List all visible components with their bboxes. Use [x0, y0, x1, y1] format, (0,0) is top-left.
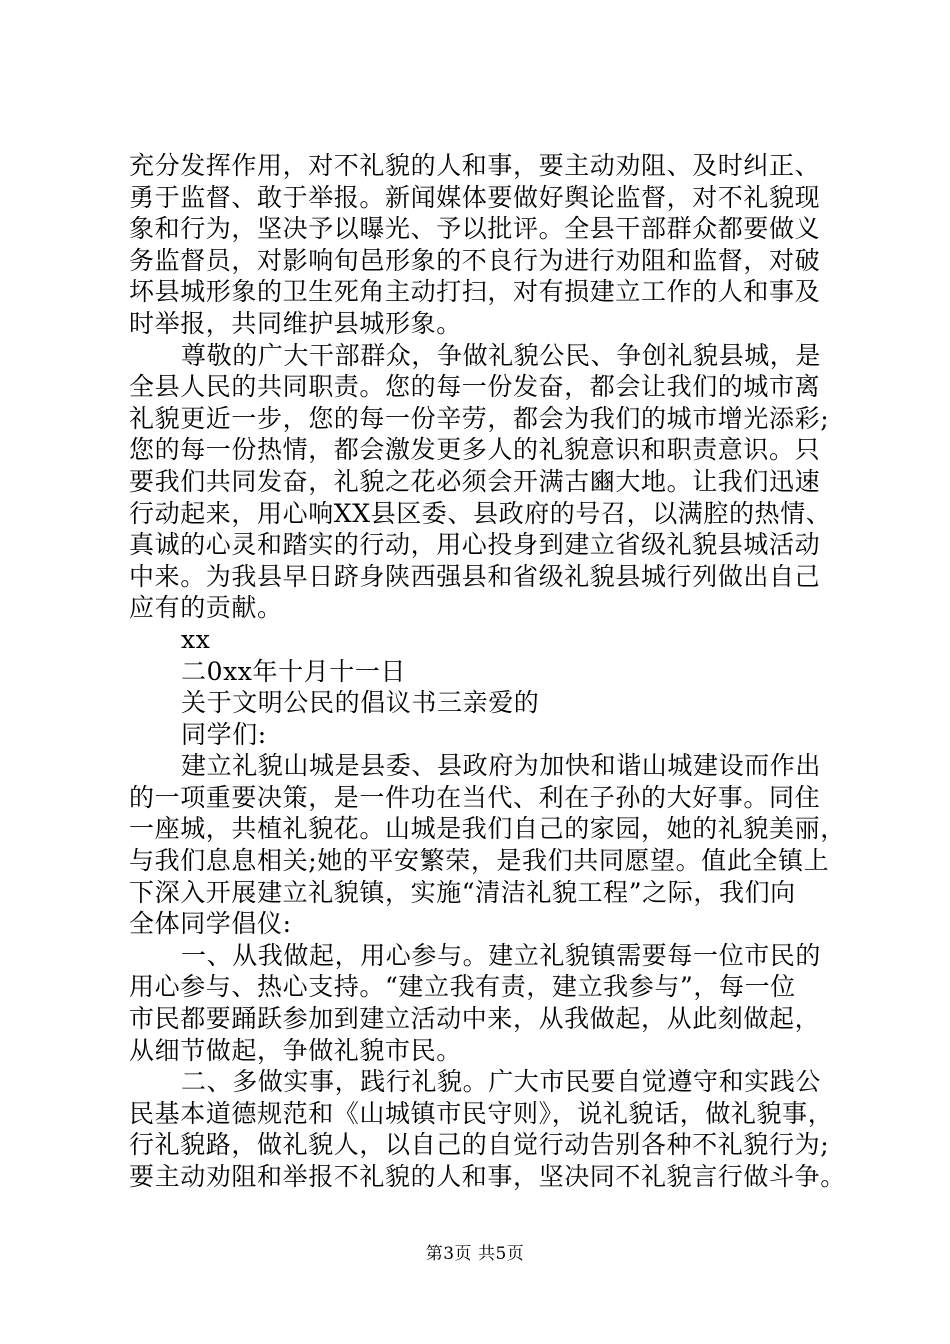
text-line: 的一项重要决策，是一件功在当代、利在子孙的大好事。同住 — [129, 782, 821, 812]
text-line: 从细节做起，争做礼貌市民。 — [129, 1035, 462, 1065]
text-line: 尊敬的广大干部群众，争做礼貌公民、争创礼貌县城，是 — [181, 340, 822, 370]
text-line: 真诚的心灵和踏实的行动，用心投身到建立省级礼貌县城活动 — [129, 530, 821, 560]
text-line: 勇于监督、敢于举报。新闻媒体要做好舆论监督，对不礼貌现 — [129, 182, 821, 212]
text-line: 下深入开展建立礼貌镇，实施“清洁礼貌工程”之际，我们向 — [129, 877, 796, 907]
text-line: 同学们: — [181, 719, 267, 749]
text-line: 坏县城形象的卫生死角主动打扫，对有损建立工作的人和事及 — [129, 277, 821, 307]
page-footer: 第3页 共5页 — [425, 1244, 525, 1264]
text-line: 一座城，共植礼貌花。山城是我们自己的家园，她的礼貌美丽， — [129, 814, 846, 844]
text-line: 一、从我做起，用心参与。建立礼貌镇需要每一位市民的 — [181, 940, 822, 970]
text-line: 中来。为我县早日跻身陕西强县和省级礼貌县城行列做出自己 — [129, 561, 821, 591]
text-line: 二、多做实事，践行礼貌。广大市民要自觉遵守和实践公 — [181, 1067, 822, 1097]
text-line: 行动起来，用心响XX县区委、县政府的号召，以满腔的热情、 — [129, 498, 832, 528]
text-line: 行礼貌路，做礼貌人，以自己的自觉行动告别各种不礼貌行为; — [129, 1130, 830, 1160]
text-line: 与我们息息相关;她的平安繁荣，是我们共同愿望。值此全镇上 — [129, 846, 830, 876]
document-body — [129, 150, 846, 1193]
text-line: 关于文明公民的倡议书三亲爱的 — [181, 688, 540, 718]
text-line: 充分发挥作用，对不礼貌的人和事，要主动劝阻、及时纠正、 — [129, 151, 821, 180]
text-line: 要主动劝阻和举报不礼貌的人和事，坚决同不礼貌言行做斗争。 — [129, 1162, 846, 1191]
text-line: 要我们共同发奋，礼貌之花必须会开满古豳大地。让我们迅速 — [129, 466, 821, 496]
text-line: 全体同学倡仪: — [129, 909, 292, 939]
text-line: 务监督员，对影响旬邑形象的不良行为进行劝阻和监督，对破 — [129, 245, 821, 275]
text-line: 应有的贡献。 — [129, 593, 283, 623]
text-line: xx — [181, 624, 211, 654]
text-line: 礼貌更近一步，您的每一份辛劳，都会为我们的城市增光添彩; — [129, 403, 830, 433]
text-line: 全县人民的共同职责。您的每一份发奋，都会让我们的城市离 — [129, 372, 821, 402]
text-line: 民基本道德规范和《山城镇市民守则》，说礼貌话，做礼貌事， — [129, 1098, 834, 1128]
text-line: 用心参与、热心支持。“建立我有责，建立我参与”，每一位 — [129, 972, 796, 1002]
text-line: 建立礼貌山城是县委、县政府为加快和谐山城建设而作出 — [181, 751, 822, 781]
text-line: 二0xx年十月十一日 — [181, 656, 407, 686]
text-line: 市民都要踊跃参加到建立活动中来，从我做起，从此刻做起， — [129, 1004, 821, 1034]
text-line: 时举报，共同维护县城形象。 — [129, 308, 462, 338]
text-line: 象和行为，坚决予以曝光、予以批评。全县干部群众都要做义 — [129, 214, 821, 244]
text-line: 您的每一份热情，都会激发更多人的礼貌意识和职责意识。只 — [129, 435, 821, 465]
